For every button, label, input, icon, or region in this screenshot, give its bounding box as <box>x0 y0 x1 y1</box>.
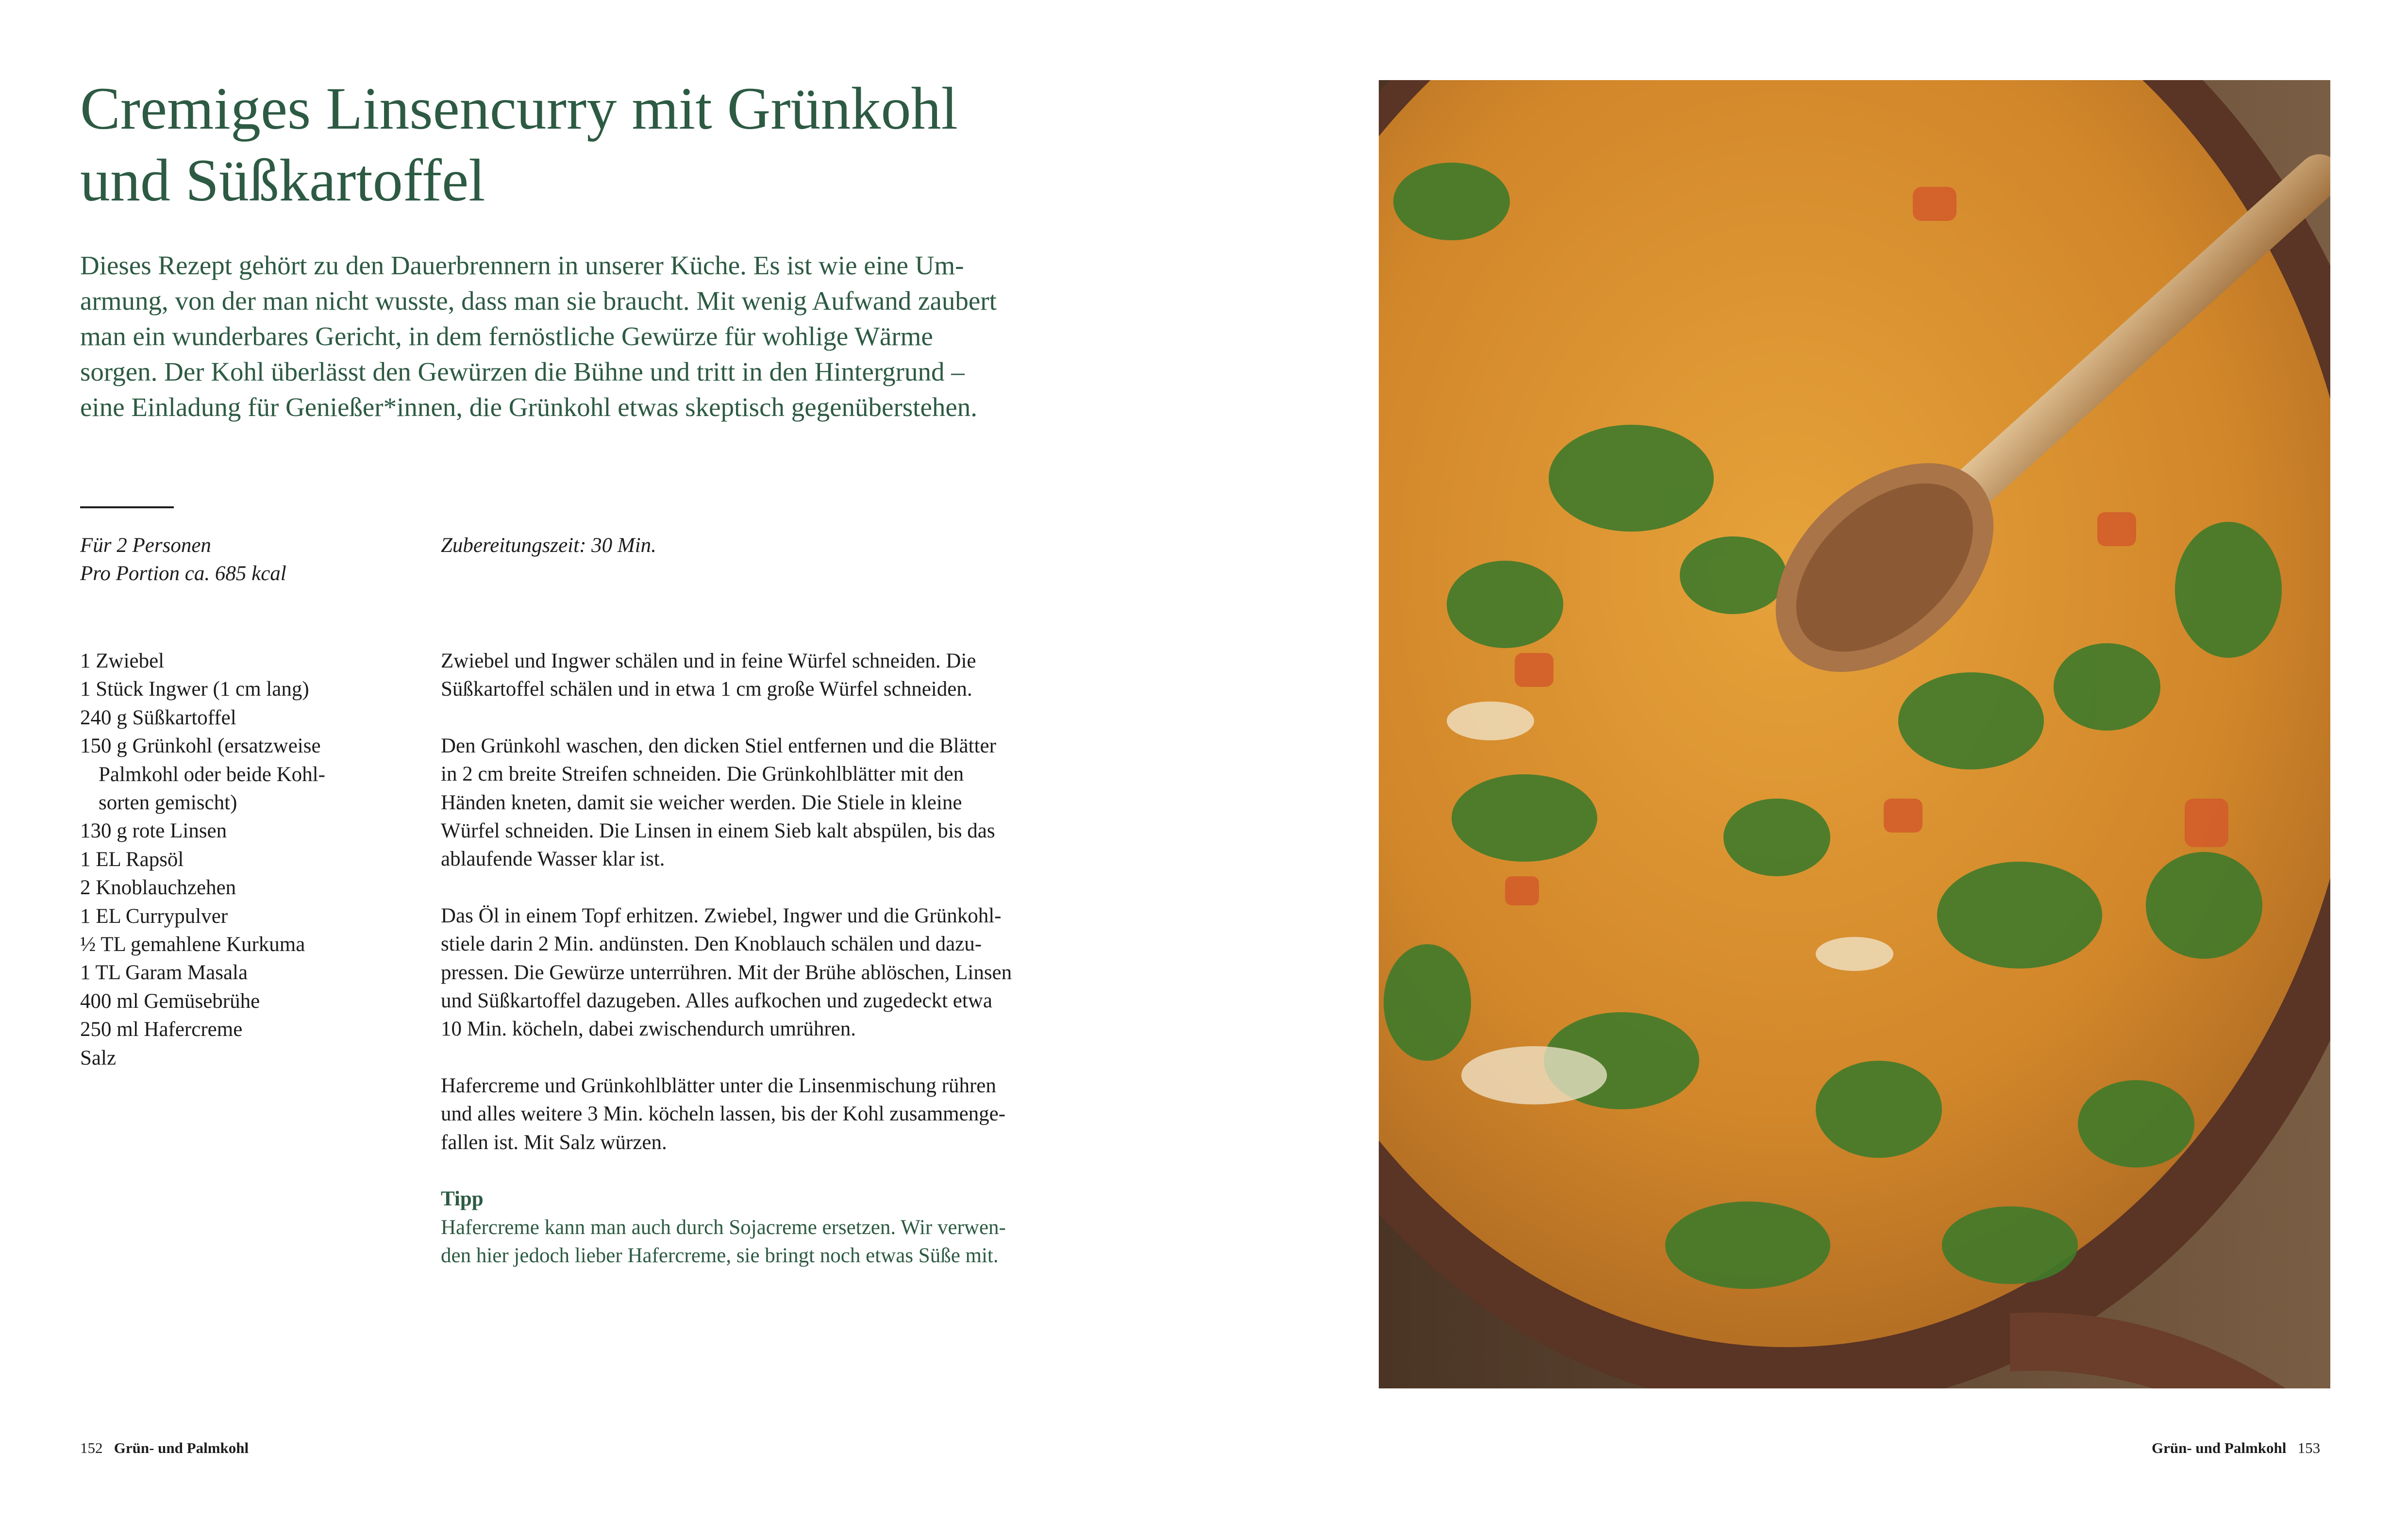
tip-heading: Tipp <box>441 1187 484 1211</box>
recipe-title <box>80 73 1245 217</box>
ingredient-item: 1 EL Currypulver <box>80 904 228 928</box>
recipe-title-line: und Süßkartoffel <box>80 147 485 214</box>
page-number: 153 <box>2297 1439 2321 1456</box>
footer-right <box>2152 1438 2320 1458</box>
section-name: Grün- und Palmkohl <box>2152 1439 2287 1456</box>
curry-pan-image <box>1379 80 2330 1388</box>
ingredient-item: 400 ml Gemüsebrühe <box>80 989 260 1013</box>
intro-line: Dieses Rezept gehört zu den Dauerbrennern in unserer Küche. Es ist wie eine Um- <box>80 250 964 280</box>
ingredient-item: 1 Stück Ingwer (1 cm lang) <box>80 678 309 701</box>
curry-photo <box>1379 80 2330 1388</box>
instruction-step: Zwiebel und Ingwer schälen und in feine Würfel schneiden. Die Süßkartoffel schälen und in etwa 1 cm große Würfel schneiden. <box>441 650 976 701</box>
ingredient-item: ½ TL gemahlene Kurkuma <box>80 933 305 956</box>
serving-info <box>80 532 286 588</box>
intro-line: man ein wunderbares Gericht, in dem fernöstliche Gewürze für wohlige Wärme <box>80 321 933 351</box>
intro-line: eine Einladung für Genießer*innen, die Grünkohl etwas skeptisch gegenüberstehen. <box>80 392 978 422</box>
ingredient-item: 1 Zwiebel <box>80 650 165 672</box>
ingredient-continuation: sorten gemischt) <box>99 791 237 815</box>
prep-time-info <box>441 532 656 560</box>
ingredient-item: 1 TL Garam Masala <box>80 961 248 985</box>
ingredient-item: Salz <box>80 1046 117 1069</box>
ingredient-list <box>80 647 430 1072</box>
section-name: Grün- und Palmkohl <box>114 1439 249 1456</box>
prep-time: Zubereitungszeit: 30 Min. <box>441 534 656 557</box>
ingredient-item: 150 g Grünkohl (ersatzweise Palmkohl oder beide Kohl- sorten gemischt) <box>80 732 430 817</box>
ingredient-item: 1 EL Rapsöl <box>80 848 184 871</box>
instruction-step: Den Grünkohl waschen, den dicken Stiel entfernen und die Blätter in 2 cm breite Streifen schneiden. Die Grünkohlblätter mit den Händen kneten, damit sie weicher werden. Die Stiele in kleine Würfel schneiden. Die Linsen in einem Sieb kalt abspülen, bis das ablaufende Wasser klar ist. <box>441 734 996 871</box>
calories: Pro Portion ca. 685 kcal <box>80 562 286 585</box>
ingredient-item: 130 g rote Linsen <box>80 819 227 843</box>
tip-text: Hafercreme kann man auch durch Sojacreme ersetzen. Wir verwen- den hier jedoch lieber Hafercreme, sie bringt noch etwas Süße mit. <box>441 1216 1006 1267</box>
page-number: 152 <box>80 1439 103 1456</box>
recipe-intro <box>80 248 1197 425</box>
ingredient-item: 250 ml Hafercreme <box>80 1018 243 1041</box>
ingredient-item: 240 g Süßkartoffel <box>80 706 236 729</box>
section-divider <box>80 506 174 508</box>
instruction-step: Hafercreme und Grünkohlblätter unter die Linsenmischung rühren und alles weitere 3 Min. köcheln lassen, bis der Kohl zusammenge- fallen ist. Mit Salz würzen. <box>441 1074 1006 1154</box>
intro-line: armung, von der man nicht wusste, dass man sie braucht. Mit wenig Aufwand zaubert <box>80 286 997 316</box>
instruction-steps <box>441 647 1048 1270</box>
intro-line: sorgen. Der Kohl überlässt den Gewürzen die Bühne und tritt in den Hintergrund – <box>80 357 965 386</box>
servings: Für 2 Personen <box>80 534 211 557</box>
ingredient-item: 2 Knoblauchzehen <box>80 876 236 900</box>
recipe-title-line: Cremiges Linsencurry mit Grünkohl <box>80 75 958 142</box>
instruction-step: Das Öl in einem Topf erhitzen. Zwiebel, Ingwer und die Grünkohl- stiele darin 2 Min. andünsten. Den Knoblauch schälen und dazu- pressen. Die Gewürze unterrühren. Mit der Brühe ablöschen, Linsen und Süßkartoffel dazugeben. Alles aufkochen und zugedeckt etwa 10 Min. köcheln, dabei zwischendurch umrühren. <box>441 904 1012 1041</box>
ingredient-continuation: Palmkohl oder beide Kohl- <box>99 763 325 786</box>
footer-left <box>80 1438 249 1458</box>
